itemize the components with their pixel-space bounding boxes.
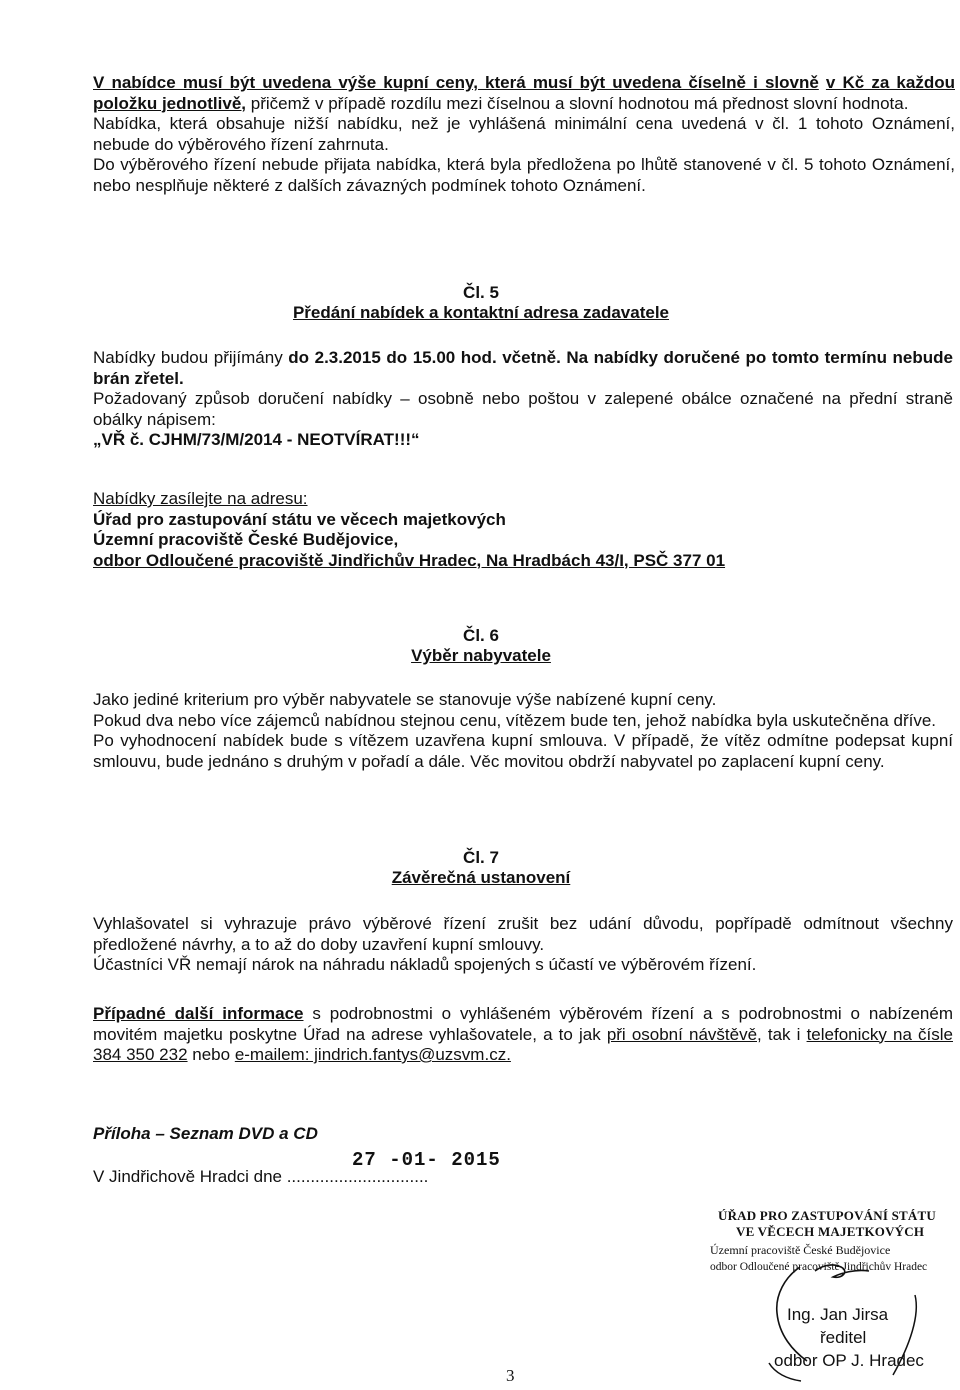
article-6-tie-rule: Pokud dva nebo více zájemců nabídnou stejnou cenu, vítězem bude ten, jehož nabídka byla uskutečněna dříve. [93, 710, 937, 730]
article-7-costs: Účastníci VŘ nemají nárok na náhradu nákladů spojených s účastí ve výběrovém řízení. [93, 955, 757, 974]
article-6-contract: Po vyhodnocení nabídek bude s vítězem uzavřena kupní smlouva. V případě, že vítěz odmítne podepsat kupní smlouvu, bude jednáno s druhým v pořadí a dále. Věc movitou obdrží nabyvatel po zaplacení kupní ceny. [93, 731, 953, 771]
article-7-body [93, 914, 953, 976]
personal-visit-link: při osobní návštěvě, [606, 1024, 762, 1044]
place-date-line: V Jindřichově Hradci dne .............................. [93, 1167, 429, 1186]
address-branch: Územní pracoviště České Budějovice, [93, 530, 399, 549]
signatory-department: odbor OP J. Hradec [774, 1351, 924, 1370]
attachment-note [93, 1124, 953, 1145]
intro-paragraph-1 [93, 73, 955, 114]
address-block [93, 489, 953, 571]
phone-link: telefonicky na čísle 384 350 232 [93, 1024, 953, 1064]
signatory-name: Ing. Jan Jirsa [787, 1305, 889, 1324]
address-office: Úřad pro zastupování státu ve věcech majetkových [93, 509, 506, 529]
info-text-a: s podrobnostmi o vyhlášeném výběrovém řízení a s podrobnostmi o nabízeném movitém majetku poskytne Úřad na adrese vyhlašovatele, a to jak [93, 1004, 953, 1044]
envelope-label: „VŘ č. CJHM/73/M/2014 - NEOTVÍRAT!!!“ [93, 430, 420, 449]
article-6-body [93, 690, 953, 772]
article-5-number: Čl. 5 [463, 283, 499, 302]
signatory-role: ředitel [820, 1328, 867, 1347]
price-requirement-text: V nabídce musí být uvedena výše kupní ceny, která musí být uvedena číselně i slovně [93, 73, 819, 92]
intro-paragraph-3: Do výběrového řízení nebude přijata nabídka, která byla předložena po lhůtě stanovené v čl. 5 tohoto Oznámení, nebo nesplňuje některé z dalších závazných podmínek tohoto Oznámení. [93, 155, 955, 195]
stamp-line-3: Územní pracoviště České Budějovice [710, 1243, 891, 1257]
article-7-cancellation: Vyhlašovatel si vyhrazuje právo výběrové řízení zrušit bez udání důvodu, popřípadě odmítnout všechny předložené návrhy, a to až do doby uzavření kupní smlouvy. [93, 914, 953, 954]
info-label: Případné další informace [93, 1004, 304, 1023]
article-5-deadline [93, 348, 953, 389]
article-5-delivery: Požadovaný způsob doručení nabídky – osobně nebo poštou v zalepené obálce označené na přední straně obálky nápisem: [93, 389, 953, 429]
info-text-b: tak i [761, 1024, 807, 1044]
article-5-title: Předání nabídek a kontaktní adresa zadavatele [292, 303, 670, 322]
contact-paragraph [93, 1004, 953, 1066]
article-6-heading [93, 626, 869, 666]
article-7-number: Čl. 7 [463, 848, 499, 867]
article-5-body [93, 348, 953, 451]
contact-info [93, 1004, 953, 1066]
price-per-item-text: v Kč za každou položku jednotlivě, [93, 73, 955, 113]
intro-paragraph-2: Nabídka, která obsahuje nižší nabídku, než je vyhlášená minimální cena uvedená v čl. 1 tohoto Oznámení, nebude do výběrového řízení zahrnuta. [93, 114, 955, 154]
attachment-label: Příloha – Seznam DVD a CD [93, 1124, 318, 1143]
article-6-criterion: Jako jediné kriterium pro výběr nabyvatele se stanovuje výše nabízené kupní ceny. [93, 690, 717, 709]
place-date [93, 1167, 953, 1188]
deadline-intro: Nabídky budou přijímány [93, 348, 289, 367]
address-department: odbor Odloučené pracoviště Jindřichův Hradec, Na Hradbách 43/I, PSČ 377 01 [93, 550, 726, 570]
address-intro: Nabídky zasílejte na adresu: [93, 489, 308, 508]
intro-section [93, 73, 955, 196]
deadline-bold: do 2.3.2015 do 15.00 hod. včetně. Na nabídky doručené po tomto termínu nebude brán zřetel. [93, 348, 953, 388]
stamp-line-1: ÚŘAD PRO ZASTUPOVÁNÍ STÁTU [718, 1208, 936, 1223]
article-7-title: Závěrečná ustanovení [391, 868, 571, 887]
article-5-heading [93, 283, 869, 323]
handwritten-date: 27 -01- 2015 [352, 1149, 501, 1171]
stamp-line-2: VE VĚCECH MAJETKOVÝCH [736, 1224, 925, 1239]
price-rule-text: přičemž v případě rozdílu mezi číselnou a slovní hodnotou má přednost slovní hodnota. [246, 93, 909, 113]
info-text-c: nebo [187, 1045, 235, 1064]
email-link[interactable]: e-mailem: jindrich.fantys@uzsvm.cz. [234, 1045, 511, 1064]
article-7-heading [93, 848, 869, 888]
article-6-title: Výběr nabyvatele [411, 646, 551, 665]
page-number: 3 [506, 1366, 515, 1385]
stamp-line-4: odbor Odloučené pracoviště Jindřichův Hradec [710, 1261, 928, 1273]
article-6-number: Čl. 6 [463, 626, 499, 645]
